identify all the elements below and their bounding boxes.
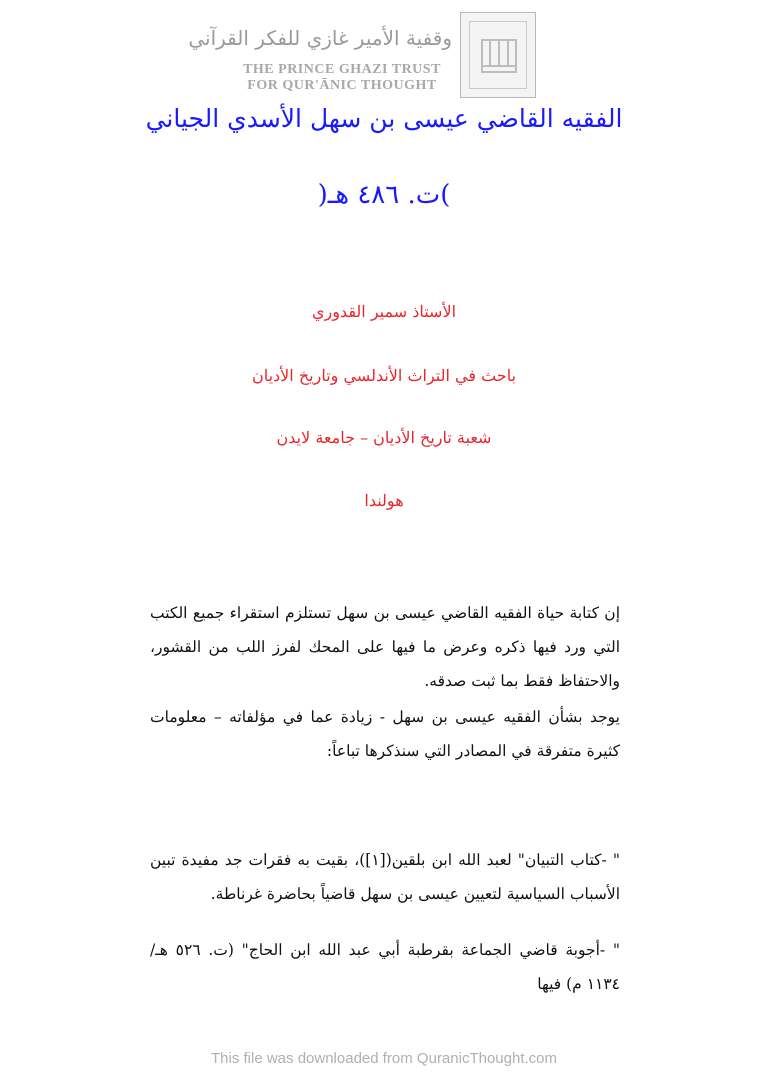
logo-english-line-2: FOR QUR'ĀNIC THOUGHT bbox=[247, 78, 437, 93]
author-affiliation: شعبة تاريخ الأديان – جامعة لايدن bbox=[276, 428, 492, 447]
author-role: باحث في التراث الأندلسي وتاريخ الأديان bbox=[251, 366, 517, 385]
trust-logo bbox=[188, 12, 536, 100]
logo-english-line-1: THE PRINCE GHAZI TRUST bbox=[243, 62, 441, 77]
download-footer: This file was downloaded from QuranicThought.com bbox=[211, 1050, 557, 1067]
death-date: )ت. ٤٨٦ هـ( bbox=[317, 180, 451, 210]
logo-arabic-text: وقفية الأمير غازي للفكر القرآني bbox=[188, 26, 452, 50]
body-paragraph: إن كتابة حياة الفقيه القاضي عيسى بن سهل تستلزم استقراء جميع الكتب التي ورد فيها ذكره وعرض ما فيها على المحك لفرز اللب من القشور، والاحتفاظ فقط بما ثبت صدقه. bbox=[150, 604, 620, 690]
author-country: هولندا bbox=[364, 491, 404, 510]
author-name: الأستاذ سمير القدوري bbox=[311, 302, 457, 321]
body-paragraph: " -أجوبة قاضي الجماعة بقرطبة أبي عبد الله ابن الحاج" (ت. ٥٢٦ هـ/ ١١٣٤ م) فيها bbox=[150, 941, 620, 993]
logo-emblem-icon bbox=[460, 12, 536, 98]
document-title: الفقيه القاضي عيسى بن سهل الأسدي الجياني bbox=[145, 104, 623, 133]
body-paragraph: " -كتاب التبيان" لعبد الله ابن بلقين([١])، بقيت به فقرات جد مفيدة تبين الأسباب السياسية لتعيين عيسى بن سهل قاضياً بحاضرة غرناطة. bbox=[150, 851, 620, 903]
body-paragraph: يوجد بشأن الفقيه عيسى بن سهل - زيادة عما في مؤلفاته – معلومات كثيرة متفرقة في المصادر التي سنذكرها تباعاً: bbox=[150, 708, 620, 760]
